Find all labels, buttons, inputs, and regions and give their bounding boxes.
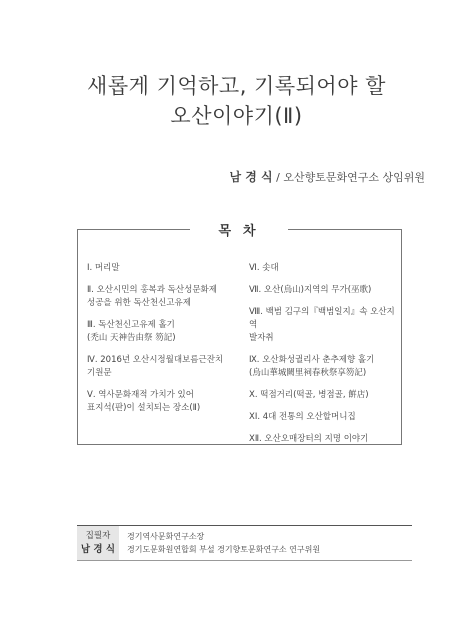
- credit-label-title: 집필자: [85, 531, 111, 541]
- toc-item: Ⅶ. 오산(烏山)지역의 무가(巫歌): [249, 285, 372, 295]
- toc-right-column: [249, 262, 399, 455]
- author-byline: [230, 168, 425, 185]
- toc-item: ⅩⅡ. 오산오매장터의 지명 이야기: [249, 434, 369, 444]
- author-name: 남 경 식: [229, 170, 273, 184]
- article-title-line-1: 새롭게 기억하고, 기록되어야 할: [87, 74, 386, 98]
- toc-item: ⅩⅠ. 4대 전통의 오산할머니집: [249, 412, 356, 422]
- toc-item: Ⅸ. 오산화성궐리사 춘추제향 홀기 (烏山華城闕里祠春秋祭享笏記): [249, 355, 375, 378]
- toc-item: Ⅴ. 역사문화재적 가치가 있어 표지석(판)이 설치되는 장소(Ⅱ): [87, 390, 201, 413]
- author-credit-box: [77, 525, 412, 561]
- toc-left-column: [87, 262, 247, 424]
- toc-item: Ⅲ. 독산천신고유제 홀기 (禿山 天神告由祭 笏記): [87, 320, 176, 343]
- credit-info: [127, 530, 320, 556]
- credit-line-1: 경기역사문화연구소장: [127, 532, 205, 541]
- credit-label-name: 남 경 식: [80, 544, 116, 555]
- toc-heading: 목차: [190, 220, 288, 239]
- toc-item: Ⅰ. 머리말: [87, 263, 120, 273]
- toc-item: Ⅱ. 오산시민의 홍복과 독산성문화제 성공을 위한 독산천신고유제: [87, 285, 217, 308]
- toc-item: Ⅹ. 떡점거리(떡골, 병점골, 餠店): [249, 390, 369, 400]
- author-affiliation: / 오산향토문화연구소 상임위원: [276, 171, 425, 184]
- article-title-line-2: 오산이야기(Ⅱ): [170, 104, 303, 128]
- credit-label: [77, 526, 119, 560]
- toc-item: Ⅳ. 2016년 오산시정월대보름근잔치 기원문: [87, 355, 224, 378]
- credit-line-2: 경기도문화원연합회 부설 경기향토문화연구소 연구위원: [127, 545, 321, 554]
- toc-item: Ⅷ. 백범 김구의『백범일지』속 오산지역 발자취: [249, 307, 395, 343]
- toc-item: Ⅵ. 솟대: [249, 263, 279, 273]
